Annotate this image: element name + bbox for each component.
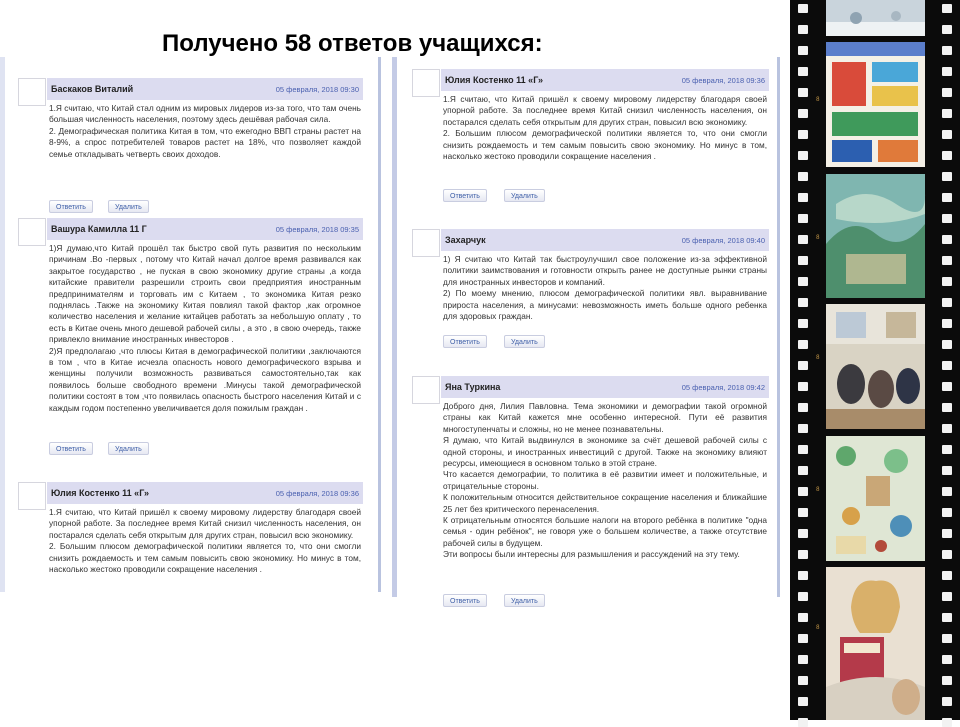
delete-button[interactable]: Удалить xyxy=(504,189,545,202)
comment-author: Вашура Камилла 11 Г xyxy=(51,224,147,234)
film-perforation xyxy=(798,277,808,286)
winter-scene-photo xyxy=(826,0,925,36)
student-with-book-photo xyxy=(826,567,925,720)
film-perforation xyxy=(798,529,808,538)
comment-author: Яна Туркина xyxy=(445,382,501,392)
reply-button[interactable]: Ответить xyxy=(49,442,93,455)
film-perforation xyxy=(942,46,952,55)
film-perforation xyxy=(942,298,952,307)
film-perforation xyxy=(798,508,808,517)
film-perforations-right xyxy=(938,0,956,720)
film-perforation xyxy=(798,67,808,76)
film-perforation xyxy=(798,130,808,139)
film-perforation xyxy=(942,172,952,181)
film-perforation xyxy=(942,466,952,475)
comment-text: 1) Я считаю что Китай так быстроулучшил свое положение из-за эффективной политики заимствования и готовности открыть ранее не доступные рынки страны для иностранных инвесторов и компаний. 2) По моему мнению, плюсом демографической политики явл. выравнивание прироста населения, а минусами: невозможность иметь больше одного ребенка для здоровых граждан. xyxy=(443,254,767,322)
film-perforation xyxy=(798,697,808,706)
left-comments-panel xyxy=(0,57,381,592)
comment-text: 1.Я считаю, что Китай стал одним из мировых лидеров из-за того, что там очень большая численность населения, поэтому здесь дешёвая рабочая сила. 2. Демографическая политика Китая в том, что ежегодно ВВП страны растет на 8-9%, а спрос потребителей товаров растет на 18%, что позволяет каждой семье откладывать четверть своих доходов. xyxy=(49,103,361,159)
film-perforation xyxy=(942,151,952,160)
reply-button[interactable]: Ответить xyxy=(443,189,487,202)
film-perforation xyxy=(942,508,952,517)
film-perforation xyxy=(942,67,952,76)
comment-header xyxy=(47,78,363,100)
comment-text: 1.Я считаю, что Китай пришёл к своему мировому лидерству благодаря своей упорной работе. За последнее время Китай снизил численность населения, он постарался сделать себя открытым для других стран, повысил всю экономику. 2. Большим плюсом демографической политики является то, что они смогли снизить рождаемость и тем самым повысить свою экономику. Но минус в том, насколько жестоко проводили сокращение населения . xyxy=(49,507,361,575)
comment-header xyxy=(47,218,363,240)
comment-text: 1)Я думаю,что Китай прошёл так быстро свой путь развития по нескольким причинам .Во -первых , потому что Китай начал долгое время развивался как закрытое государство , не пуская в свою экономику другие страны ,а когда китайские правители разрешили строить свои предприятия иностранным предпринимателям и торговать им с Китаем , то экономика Китая резко поднялась .Также на экономику Китая повлиял такой фактор ,как огромное количество населения и желание китайцев работать за небольшую оплату , то есть в Китае очень много дешевой рабочей силы , а это , в свою очередь, также привлекло внимание иностранных инвесторов . 2)Я предполагаю ,что плюсы Китая в демографической политики ,заключаются в том , что в Китае исчезла опасность нового демографического взрыва и женщины получили возможность развиваться самостоятельно,так как появилось больше свободного времени .Минусы такой демографической политики состоят в том ,что появилась опасность быстрого населения Китай и с каждым годом постепенно увеличивается доля пожилым граждан . xyxy=(49,243,361,413)
film-perforation xyxy=(942,382,952,391)
comment-header xyxy=(47,482,363,504)
delete-button[interactable]: Удалить xyxy=(108,442,149,455)
avatar xyxy=(18,482,46,510)
film-perforation xyxy=(942,88,952,97)
comment-text: Доброго дня, Лилия Павловна. Тема экономики и демографии такой огромной страны как Китай кажется мне особенно интересной. Пути её развития многоступенчаты и сложны, но не менее познавательны. Я думаю, что Китай выдвинулся в экономике за счёт дешевой рабочей силы с одной стороны, и иностранных инвестиций с другой. Также на экономику влияют ресурсы, имеющиеся в основном только в этой стране. Что касается демографии, то политика в её развитии имеет и положительные, и отрицательные стороны. К положительным относится действительное сокращение населения и ближайшие 25 лет без критического перенаселения. К отрицательным относятся большие налоги на второго ребёнка в политике "одна семья - один ребёнок", не говоря уже о большем количестве, а также отсутствие рабочей силы в будущем. Эти вопросы были интересны для размышления и рассуждений на эту тему. xyxy=(443,401,767,560)
comment-date: 05 февраля, 2018 09:30 xyxy=(275,84,359,94)
comment-text: 1.Я считаю, что Китай пришёл к своему мировому лидерству благодаря своей упорной работе. За последнее время Китай снизил численность населения, он постарался сделать себя открытым для других стран, повысил всю экономику. 2. Большим плюсом демографической политики является то, что они смогли снизить рождаемость и тем самым повысить свою экономику. Но минус в том, насколько жестоко проводили сокращение населения . xyxy=(443,94,767,162)
film-perforation xyxy=(798,676,808,685)
film-perforation xyxy=(798,46,808,55)
comment-date: 05 февраля, 2018 09:36 xyxy=(275,488,359,498)
right-comments-panel xyxy=(392,57,780,605)
reply-button[interactable]: Ответить xyxy=(443,335,487,348)
film-perforation xyxy=(942,340,952,349)
film-perforation xyxy=(942,634,952,643)
film-perforation xyxy=(942,592,952,601)
film-perforation xyxy=(798,466,808,475)
comment-author: Юлия Костенко 11 «Г» xyxy=(445,75,543,85)
film-perforation xyxy=(798,550,808,559)
film-perforation xyxy=(942,550,952,559)
film-perforation xyxy=(798,382,808,391)
comment-date: 05 февраля, 2018 09:35 xyxy=(275,224,359,234)
comment-author: Юлия Костенко 11 «Г» xyxy=(51,488,149,498)
film-perforation xyxy=(798,88,808,97)
film-perforation xyxy=(942,256,952,265)
avatar xyxy=(412,229,440,257)
film-perforation xyxy=(798,655,808,664)
film-perforation xyxy=(798,340,808,349)
film-perforation xyxy=(798,592,808,601)
film-perforation xyxy=(798,25,808,34)
film-perforation xyxy=(942,235,952,244)
film-perforation xyxy=(798,403,808,412)
comment-author: Баскаков Виталий xyxy=(51,84,134,94)
avatar xyxy=(412,376,440,404)
slide-title: Получено 58 ответов учащихся: xyxy=(162,30,543,57)
reply-button[interactable]: Ответить xyxy=(443,594,487,607)
comment-header xyxy=(441,229,769,251)
film-perforation xyxy=(798,361,808,370)
film-perforation xyxy=(942,487,952,496)
delete-button[interactable]: Удалить xyxy=(108,200,149,213)
film-perforation xyxy=(942,529,952,538)
film-perforation xyxy=(942,361,952,370)
delete-button[interactable]: Удалить xyxy=(504,335,545,348)
comment-date: 05 февраля, 2018 09:40 xyxy=(681,235,765,245)
frame-number: 8 xyxy=(816,234,820,241)
film-perforation xyxy=(798,487,808,496)
film-perforation xyxy=(798,4,808,13)
film-perforation xyxy=(942,25,952,34)
film-perforation xyxy=(942,571,952,580)
comment-header xyxy=(441,69,769,91)
frame-number: 8 xyxy=(816,624,820,631)
film-perforation xyxy=(942,697,952,706)
avatar xyxy=(18,218,46,246)
film-perforation xyxy=(798,298,808,307)
film-perforation xyxy=(942,277,952,286)
avatar xyxy=(412,69,440,97)
film-perforation xyxy=(798,256,808,265)
comment-date: 05 февраля, 2018 09:42 xyxy=(681,382,765,392)
film-perforation xyxy=(942,424,952,433)
comment-header xyxy=(441,376,769,398)
photo-filmstrip xyxy=(790,0,960,720)
film-perforation xyxy=(942,319,952,328)
film-perforations-left xyxy=(794,0,812,720)
film-perforation xyxy=(798,172,808,181)
film-perforation xyxy=(942,109,952,118)
film-perforation xyxy=(942,655,952,664)
film-perforation xyxy=(798,445,808,454)
reply-button[interactable]: Ответить xyxy=(49,200,93,213)
film-perforation xyxy=(798,109,808,118)
presentation-slide-photo xyxy=(826,174,925,298)
avatar xyxy=(18,78,46,106)
film-perforation xyxy=(942,403,952,412)
film-perforation xyxy=(798,193,808,202)
film-perforation xyxy=(942,214,952,223)
comment-date: 05 февраля, 2018 09:36 xyxy=(681,75,765,85)
film-perforation xyxy=(942,445,952,454)
frame-number: 8 xyxy=(816,354,820,361)
film-perforation xyxy=(798,571,808,580)
wall-newspaper-photo xyxy=(826,436,925,561)
film-perforation xyxy=(798,424,808,433)
film-perforation xyxy=(942,613,952,622)
film-perforation xyxy=(798,235,808,244)
film-perforation xyxy=(798,613,808,622)
frame-number: 8 xyxy=(816,486,820,493)
film-perforation xyxy=(798,151,808,160)
classroom-poster-photo xyxy=(826,42,925,167)
frame-number: 8 xyxy=(816,96,820,103)
film-perforation xyxy=(942,4,952,13)
film-perforation xyxy=(798,319,808,328)
film-perforation xyxy=(942,130,952,139)
film-perforation xyxy=(798,718,808,727)
film-perforation xyxy=(798,214,808,223)
film-perforation xyxy=(942,718,952,727)
film-perforation xyxy=(798,634,808,643)
comment-author: Захарчук xyxy=(445,235,486,245)
delete-button[interactable]: Удалить xyxy=(504,594,545,607)
students-classroom-photo xyxy=(826,304,925,429)
film-perforation xyxy=(942,193,952,202)
film-perforation xyxy=(942,676,952,685)
